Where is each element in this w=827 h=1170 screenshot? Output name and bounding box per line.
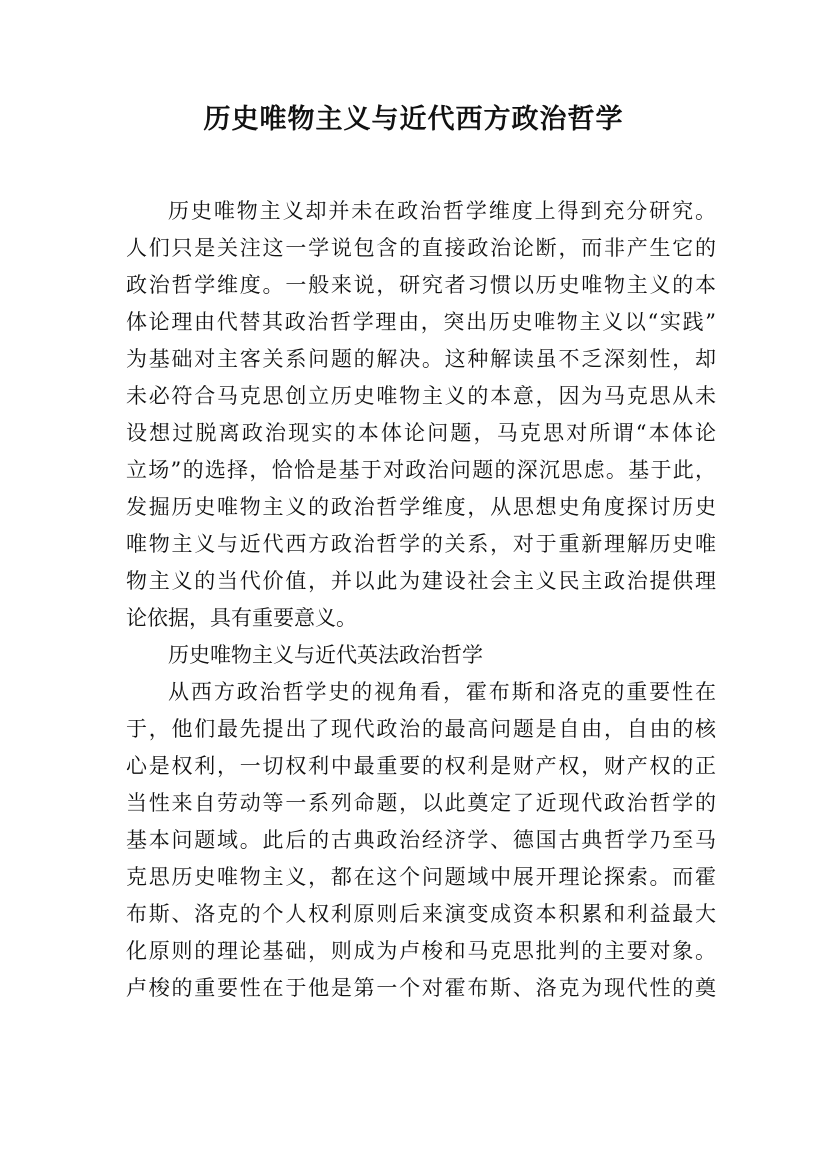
paragraph-1-line-6: 未必符合马克思创立历史唯物主义的本意，因为马克思从未 [126,384,716,408]
paragraph-2-line-5: 基本问题域。此后的古典政治经济学、德国古典哲学乃至马 [126,828,716,852]
paragraph-1-line-12: 论依据，具有重要意义。 [126,606,357,630]
paragraph-2-line-3: 心是权利，一切权利中最重要的权利是财产权，财产权的正 [126,754,716,778]
paragraph-2-line-7: 布斯、洛克的个人权利原则后来演变成资本积累和利益最大 [126,902,716,926]
paragraph-1-line-5: 为基础对主客关系问题的解决。这种解读虽不乏深刻性，却 [126,347,716,371]
paragraph-1-line-4: 体论理由代替其政治哲学理由，突出历史唯物主义以“实践” [126,310,716,334]
section-heading: 历史唯物主义与近代英法政治哲学 [168,643,483,667]
paragraph-1-line-11: 物主义的当代价值，并以此为建设社会主义民主政治提供理 [126,569,716,593]
paragraph-1-line-10: 唯物主义与近代西方政治哲学的关系，对于重新理解历史唯 [126,532,716,556]
paragraph-1-line-7: 设想过脱离政治现实的本体论问题，马克思对所谓“本体论 [126,421,716,445]
paragraph-2-line-8: 化原则的理论基础，则成为卢梭和马克思批判的主要对象。 [126,939,716,963]
paragraph-1-line-8: 立场”的选择，恰恰是基于对政治问题的深沉思虑。基于此， [126,458,716,482]
paragraph-1-line-1: 历史唯物主义却并未在政治哲学维度上得到充分研究。 [168,199,716,223]
paragraph-2-line-6: 克思历史唯物主义，都在这个问题域中展开理论探索。而霍 [126,865,716,889]
paragraph-1-line-2: 人们只是关注这一学说包含的直接政治论断，而非产生它的 [126,236,716,260]
paragraph-1-line-3: 政治哲学维度。一般来说，研究者习惯以历史唯物主义的本 [126,273,716,297]
paragraph-2-line-1: 从西方政治哲学史的视角看，霍布斯和洛克的重要性在 [168,680,716,704]
paragraph-1-line-9: 发掘历史唯物主义的政治哲学维度，从思想史角度探讨历史 [126,495,716,519]
document-title: 历史唯物主义与近代西方政治哲学 [203,104,624,135]
paragraph-2-line-2: 于，他们最先提出了现代政治的最高问题是自由，自由的核 [126,717,716,741]
paragraph-2-line-4: 当性来自劳动等一系列命题，以此奠定了近现代政治哲学的 [126,791,716,815]
paragraph-2-line-9: 卢梭的重要性在于他是第一个对霍布斯、洛克为现代性的奠 [126,976,716,1000]
